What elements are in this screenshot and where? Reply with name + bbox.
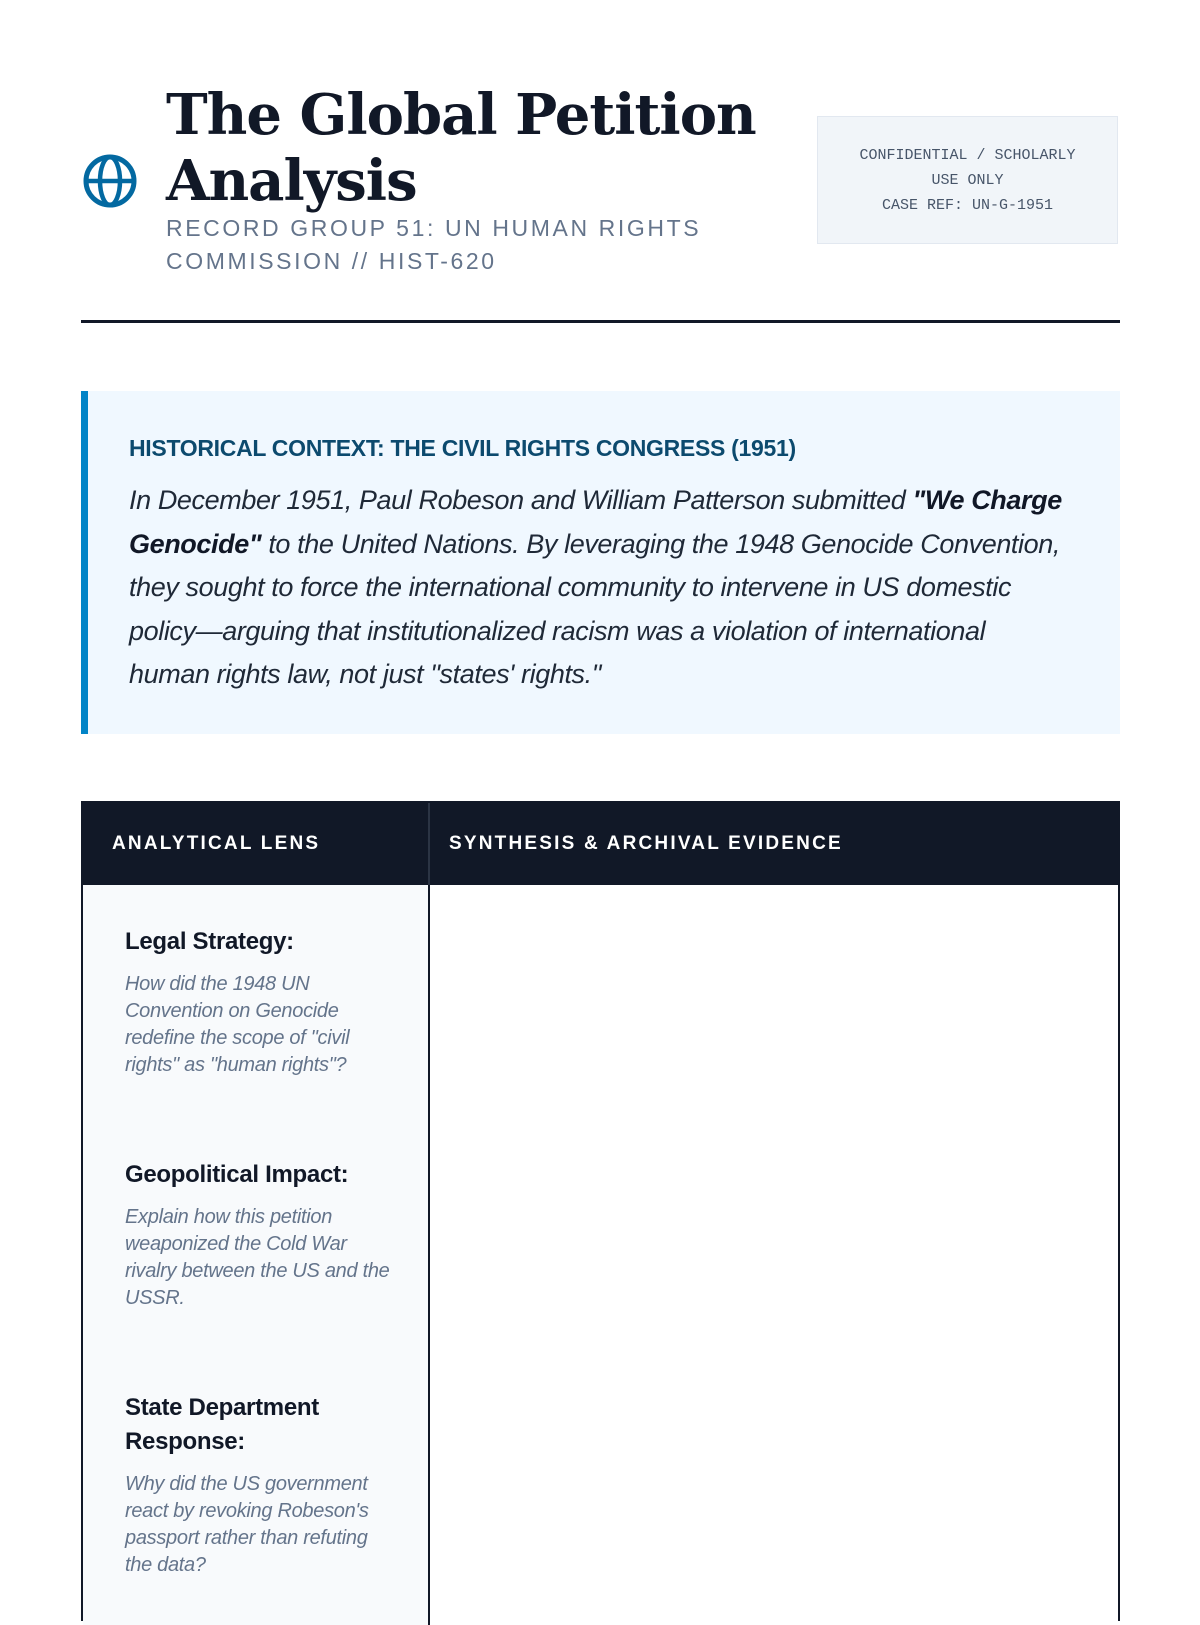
column-header-lens: ANALYTICAL LENS	[112, 833, 321, 854]
analysis-table	[81, 801, 1120, 1621]
historical-context-box	[81, 391, 1120, 734]
lens-question: Why did the US government react by revoking Robeson's passport rather than refuting the data?	[125, 1473, 369, 1576]
globe-icon	[81, 152, 139, 210]
lens-state-department-response	[125, 1391, 395, 1579]
lens-title: Geopolitical Impact:	[125, 1161, 349, 1188]
header-divider-vertical	[428, 803, 430, 885]
stamp-line-3: CASE REF: UN-G-1951	[881, 197, 1054, 214]
petition-title: "We Charge Genocide"	[129, 485, 1062, 559]
column-header-evidence: SYNTHESIS & ARCHIVAL EVIDENCE	[449, 833, 843, 854]
context-body-rest: to the United Nations. By leveraging the 1948 Genocide Convention, they sought to force the international community to intervene in US domestic policy—arguing that institutionalized racism was a violation of international human rights law, not just "states' rights."	[129, 528, 1060, 689]
lens-legal-strategy	[125, 925, 395, 1079]
lens-column	[83, 885, 430, 1625]
stamp-line-2: USE ONLY	[931, 172, 1004, 189]
confidential-stamp	[817, 116, 1118, 244]
header	[81, 82, 1120, 322]
context-body	[129, 479, 1070, 697]
table-header	[83, 803, 1118, 885]
context-body-intro: In December 1951, Paul Robeson and William Patterson submitted	[129, 485, 913, 515]
lens-title: State Department Response:	[125, 1394, 319, 1455]
record-group-subtitle: RECORD GROUP 51: UN HUMAN RIGHTS COMMISSION // HIST-620	[166, 215, 702, 274]
lens-title: Legal Strategy:	[125, 928, 294, 955]
context-heading: HISTORICAL CONTEXT: THE CIVIL RIGHTS CONGRESS (1951)	[129, 435, 796, 461]
evidence-answer-area[interactable]	[430, 885, 1118, 1625]
lens-question: How did the 1948 UN Convention on Genocide redefine the scope of "civil rights" as "human rights"?	[125, 973, 350, 1076]
page-title: The Global Petition Analysis	[166, 82, 756, 214]
worksheet-page	[81, 0, 1120, 1600]
header-divider	[81, 320, 1120, 323]
lens-geopolitical-impact	[125, 1158, 395, 1312]
stamp-line-1: CONFIDENTIAL / SCHOLARLY	[859, 147, 1076, 164]
lens-question: Explain how this petition weaponized the Cold War rivalry between the US and the USSR.	[125, 1206, 390, 1309]
